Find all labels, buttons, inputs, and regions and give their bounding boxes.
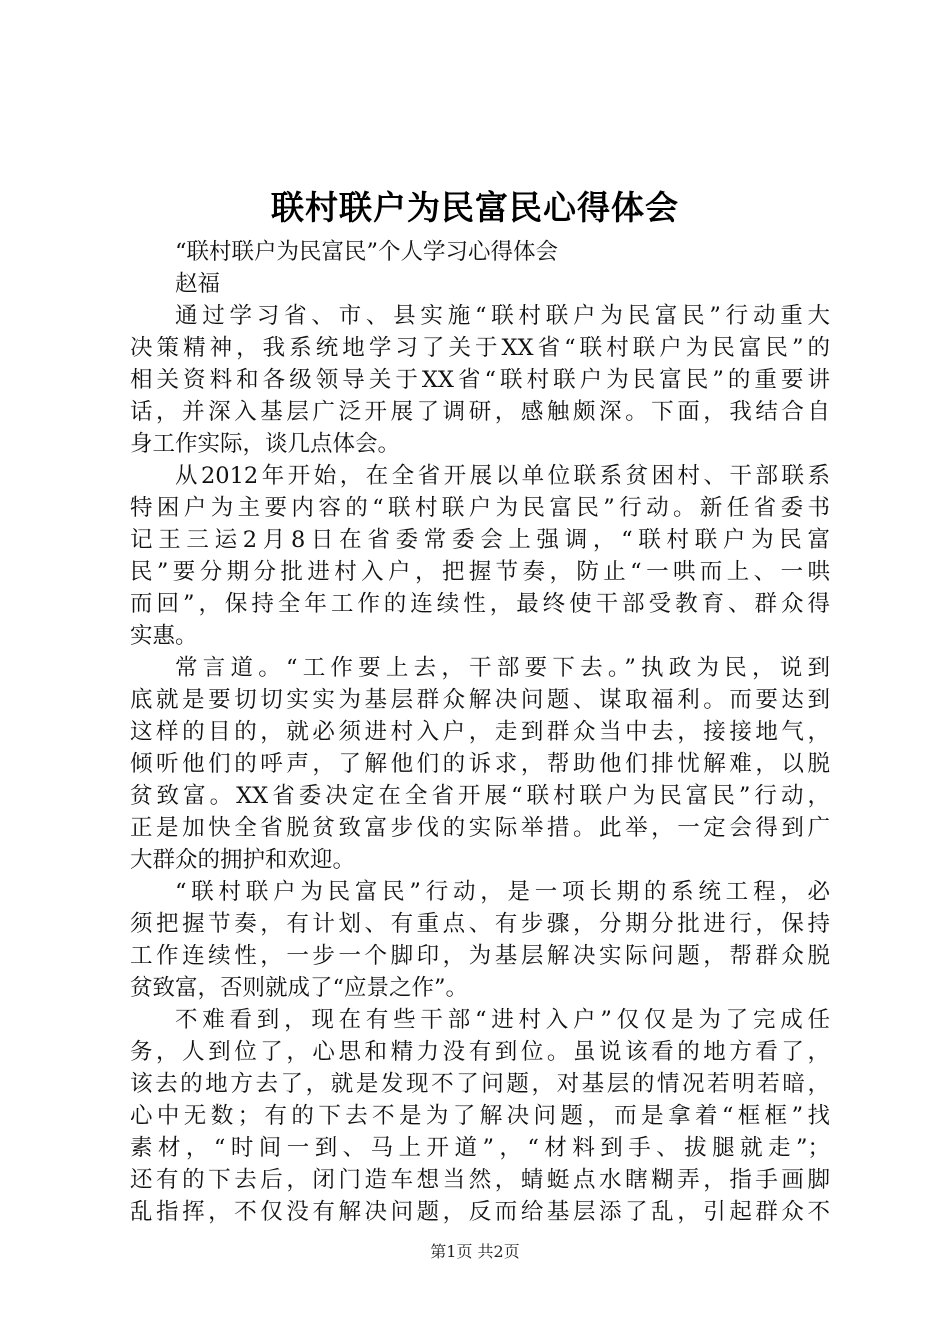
body-line: 从2012年开始，在全省开展以单位联系贫困村、干部联系 [175, 463, 830, 489]
body-line: 话，并深入基层广泛开展了调研，感触颇深。下面，我结合自 [130, 399, 830, 425]
body-line: 通过学习省、市、县实施“联村联户为民富民”行动重大 [175, 303, 830, 329]
body-line: 素材，“时间一到、马上开道”，“材料到手、拔腿就走”； [130, 1135, 830, 1161]
document-title: 联村联户为民富民心得体会 [271, 188, 679, 227]
document-body [130, 236, 830, 1228]
page-number: 第1页 共2页 [430, 1242, 520, 1261]
body-line: 贫致富，否则就成了“应景之作”。 [130, 975, 469, 1001]
body-line: “联村联户为民富民”行动，是一项长期的系统工程，必 [175, 879, 830, 905]
body-line: 常言道。“工作要上去，干部要下去。”执政为民，说到 [175, 655, 830, 681]
body-line: 实惠。 [130, 623, 198, 649]
body-line: 大群众的拥护和欢迎。 [130, 847, 356, 873]
body-text [130, 300, 830, 1228]
body-line: 这样的目的，就必须进村入户，走到群众当中去，接接地气， [130, 719, 830, 745]
body-line: 身工作实际，谈几点体会。 [130, 431, 401, 457]
body-line: 记王三运2月8日在省委常委会上强调，“联村联户为民富 [130, 527, 830, 553]
body-line: 心中无数；有的下去不是为了解决问题，而是拿着“框框”找 [130, 1103, 830, 1129]
body-line: 而回”，保持全年工作的连续性，最终使干部受教育、群众得 [130, 591, 830, 617]
body-line: 相关资料和各级领导关于XX省“联村联户为民富民”的重要讲 [130, 367, 830, 393]
author-name: 赵福 [175, 271, 221, 297]
body-line: 该去的地方去了，就是发现不了问题，对基层的情况若明若暗， [130, 1071, 830, 1097]
body-line: 务，人到位了，心思和精力没有到位。虽说该看的地方看了， [130, 1039, 830, 1065]
body-line: 须把握节奏，有计划、有重点、有步骤，分期分批进行，保持 [130, 911, 830, 937]
body-line: 底就是要切切实实为基层群众解决问题、谋取福利。而要达到 [130, 687, 830, 713]
body-line: 民”要分期分批进村入户，把握节奏，防止“一哄而上、一哄 [130, 559, 830, 585]
body-line: 工作连续性，一步一个脚印，为基层解决实际问题，帮群众脱 [130, 943, 830, 969]
body-line: 乱指挥，不仅没有解决问题，反而给基层添了乱，引起群众不 [130, 1199, 830, 1225]
document-subtitle: “联村联户为民富民”个人学习心得体会 [175, 239, 559, 265]
body-line: 贫致富。XX省委决定在全省开展“联村联户为民富民”行动， [130, 783, 830, 809]
body-line: 决策精神，我系统地学习了关于XX省“联村联户为民富民”的 [130, 335, 830, 361]
body-line: 还有的下去后，闭门造车想当然，蜻蜓点水瞎糊弄，指手画脚 [130, 1167, 830, 1193]
body-line: 正是加快全省脱贫致富步伐的实际举措。此举，一定会得到广 [130, 815, 830, 841]
body-line: 特困户为主要内容的“联村联户为民富民”行动。新任省委书 [130, 495, 830, 521]
body-line: 不难看到，现在有些干部“进村入户”仅仅是为了完成任 [175, 1007, 830, 1033]
body-line: 倾听他们的呼声，了解他们的诉求，帮助他们排忧解难，以脱 [130, 751, 830, 777]
